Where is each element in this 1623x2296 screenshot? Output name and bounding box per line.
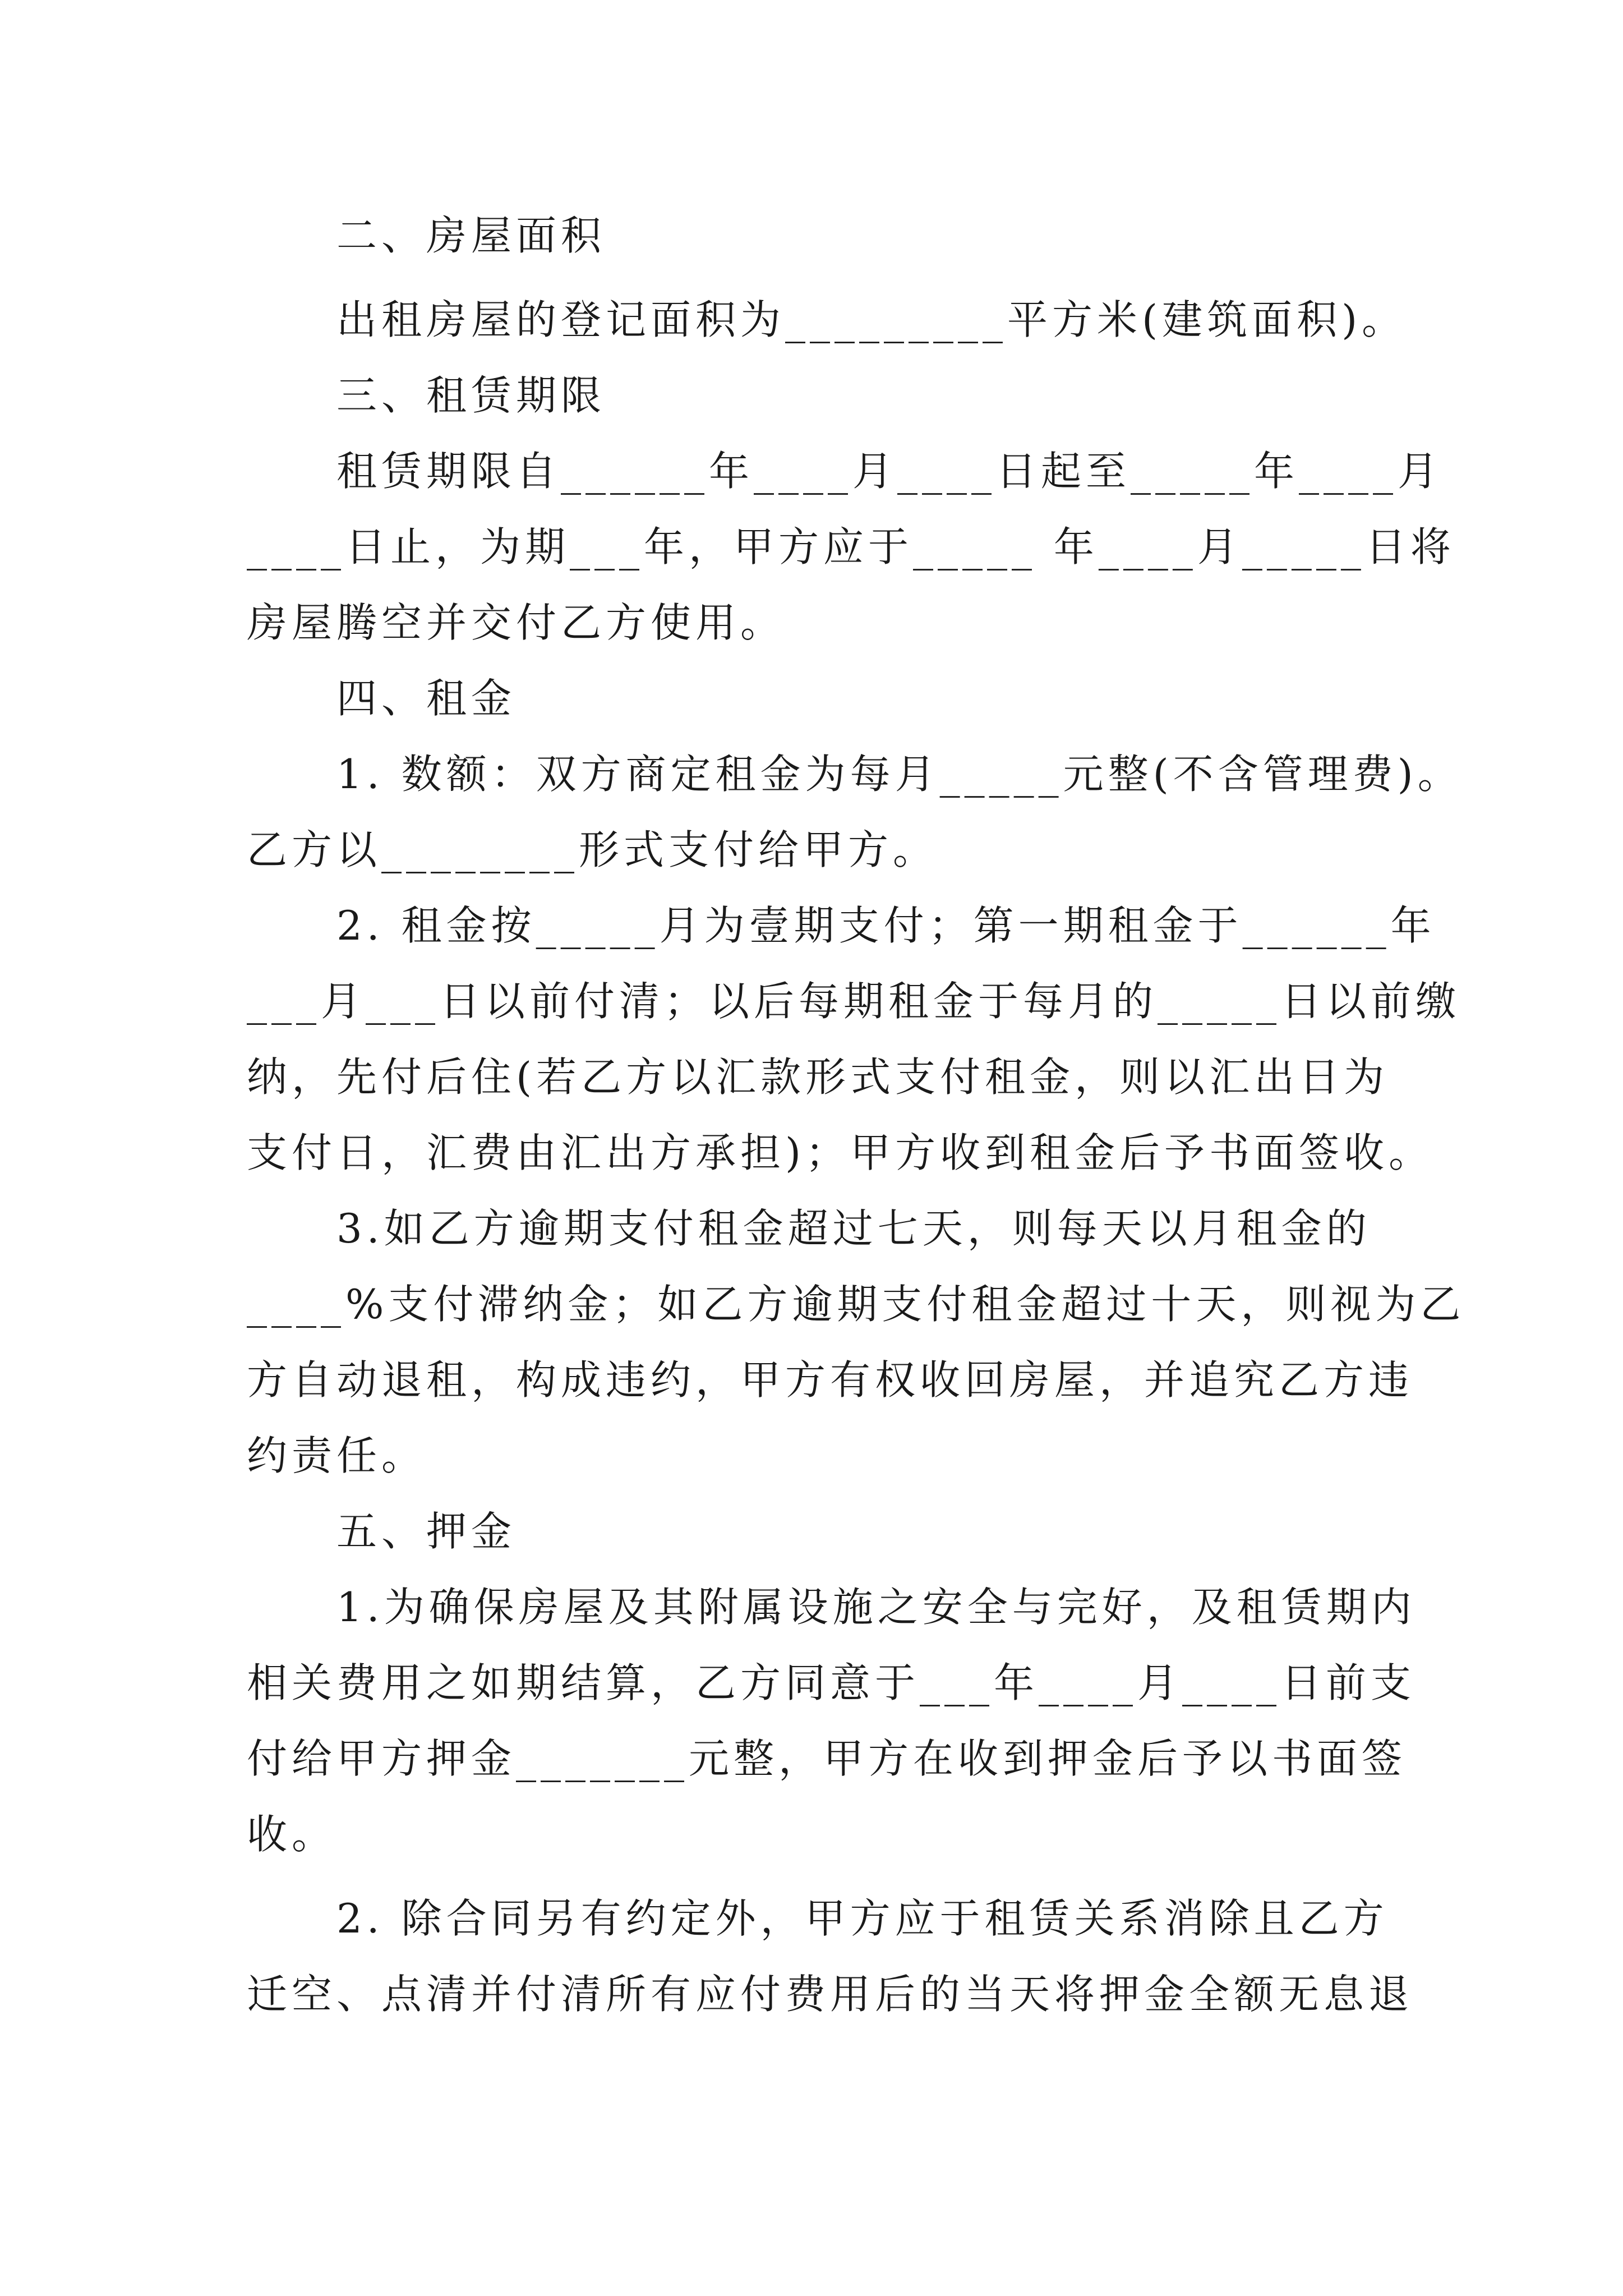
paragraph-line [247, 1806, 336, 1862]
paragraph-line [247, 1125, 1433, 1181]
text-line: 五、押金 [336, 1508, 517, 1555]
paragraph-line [247, 1966, 1413, 2022]
paragraph-line [247, 822, 938, 878]
text-line: 租赁期限自______年____月____日起至_____年____月 [336, 448, 1443, 495]
paragraph-line [247, 1655, 1415, 1711]
text-line: 约责任。 [247, 1432, 427, 1479]
paragraph-line [336, 443, 1442, 499]
text-line: 出租房屋的登记面积为_________平方米(建筑面积)。 [336, 296, 1407, 343]
paragraph-line [247, 1428, 426, 1484]
paragraph-line [247, 519, 1455, 575]
paragraph-line [247, 1352, 1413, 1408]
paragraph-line [247, 1049, 1389, 1105]
text-line: 2. 除合同另有约定外，甲方应于租赁关系消除且乙方 [336, 1895, 1389, 1942]
paragraph-line [247, 973, 1460, 1029]
section-heading-deposit [336, 1503, 516, 1559]
paragraph-line [336, 898, 1436, 954]
text-line: 纳，先付后住(若乙方以汇款形式支付租金，则以汇出日为 [247, 1053, 1389, 1101]
text-line: 3.如乙方逾期支付租金超过七天，则每天以月租金的 [336, 1205, 1371, 1252]
paragraph-line [336, 1200, 1371, 1257]
text-line: ____日止，为期___年，甲方应于_____ 年____月_____日将 [247, 523, 1455, 570]
paragraph-line [336, 292, 1407, 348]
section-heading-area [336, 208, 606, 264]
text-line: 相关费用之如期结算，乙方同意于___年____月____日前支 [247, 1659, 1416, 1706]
text-line: 方自动退租，构成违约，甲方有权收回房屋，并追究乙方违 [247, 1356, 1414, 1404]
paragraph-line [247, 595, 785, 651]
text-line: 支付日，汇费由汇出方承担)；甲方收到租金后予书面签收。 [247, 1129, 1434, 1176]
section-heading-term [336, 367, 606, 424]
text-line: ___月___日以前付清；以后每期租金于每月的_____日以前缴 [247, 978, 1461, 1025]
text-line: 迁空、点清并付清所有应付费用后的当天将押金全额无息退 [247, 1971, 1414, 2018]
text-line: 收。 [247, 1811, 337, 1858]
paragraph-line [336, 1579, 1416, 1635]
paragraph-line [336, 1890, 1389, 1947]
text-line: 1. 数额：双方商定租金为每月_____元整(不含管理费)。 [336, 751, 1463, 798]
section-heading-rent [336, 670, 516, 726]
text-line: 房屋腾空并交付乙方使用。 [247, 599, 786, 646]
text-line: 1.为确保房屋及其附属设施之安全与完好，及租赁期内 [336, 1584, 1416, 1631]
paragraph-line [247, 1276, 1465, 1332]
text-line: 四、租金 [336, 675, 517, 722]
paragraph-line [247, 1731, 1407, 1787]
text-line: 三、租赁期限 [336, 372, 606, 419]
text-line: 二、房屋面积 [336, 212, 606, 259]
paragraph-line [336, 746, 1463, 802]
text-line: 乙方以________形式支付给甲方。 [247, 826, 938, 873]
text-line: 付给甲方押金_______元整，甲方在收到押金后予以书面签 [247, 1735, 1407, 1782]
text-line: 2. 租金按_____月为壹期支付；第一期租金于______年 [336, 902, 1436, 949]
text-line: ____%支付滞纳金；如乙方逾期支付租金超过十天，则视为乙 [247, 1281, 1465, 1328]
